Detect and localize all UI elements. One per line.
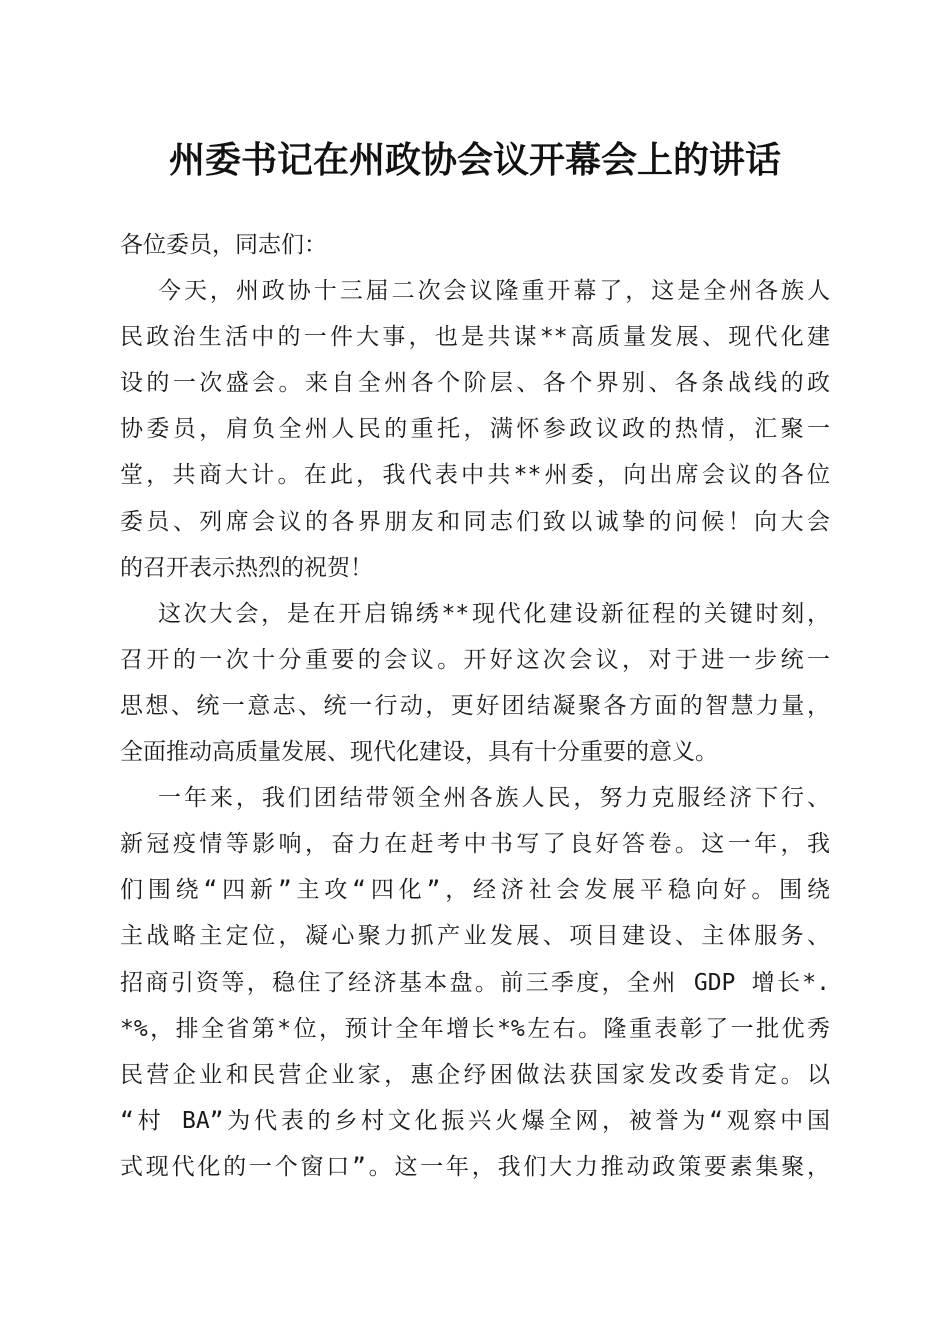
document-body [120, 222, 830, 1190]
paragraph-line: 新冠疫情等影响，奋力在赶考中书写了良好答卷。这一年，我 [120, 831, 830, 858]
paragraph-line: *%，排全省第*位，预计全年增长*%左右。隆重表彰了一批优秀 [120, 1015, 830, 1042]
paragraph-line: “村 BA”为代表的乡村文化振兴火爆全网，被誉为“观察中国 [120, 1107, 830, 1134]
paragraph-1 [120, 268, 830, 591]
paragraph-line: 民营企业和民营企业家，惠企纾困做法获国家发改委肯定。以 [120, 1061, 830, 1088]
salutation: 各位委员，同志们： [120, 232, 327, 258]
paragraph-line: 设的一次盛会。来自全州各个阶层、各个界别、各条战线的政 [120, 370, 830, 397]
paragraph-line: 堂，共商大计。在此，我代表中共**州委，向出席会议的各位 [120, 462, 830, 489]
paragraph-line: 招商引资等，稳住了经济基本盘。前三季度，全州 GDP 增长*. [120, 969, 830, 996]
paragraph-line: 思想、统一意志、统一行动，更好团结凝聚各方面的智慧力量， [120, 692, 830, 719]
paragraph-line: 召开的一次十分重要的会议。开好这次会议，对于进一步统一 [120, 646, 830, 673]
paragraph-line: 主战略主定位，凝心聚力抓产业发展、项目建设、主体服务、 [120, 923, 830, 950]
paragraph-line: 这次大会，是在开启锦绣**现代化建设新征程的关键时刻， [158, 600, 830, 627]
paragraph-line: 一年来，我们团结带领全州各族人民，努力克服经济下行、 [158, 785, 830, 812]
paragraph-line: 委员、列席会议的各界朋友和同志们致以诚挚的问候！向大会 [120, 508, 830, 535]
paragraph-line: 全面推动高质量发展、现代化建设，具有十分重要的意义。 [120, 739, 718, 766]
paragraph-3 [120, 775, 830, 1190]
paragraph-line: 今天，州政协十三届二次会议隆重开幕了，这是全州各族人 [158, 278, 830, 305]
paragraph-line: 协委员，肩负全州人民的重托，满怀参政议政的热情，汇聚一 [120, 416, 830, 443]
paragraph-line: 的召开表示热烈的祝贺！ [120, 554, 373, 581]
paragraph-line: 们围绕“四新”主攻“四化”，经济社会发展平稳向好。围绕 [120, 877, 830, 904]
paragraph-line: 式现代化的一个窗口”。这一年，我们大力推动政策要素集聚， [120, 1153, 830, 1180]
document-title: 州委书记在州政协会议开幕会上的讲话 [168, 139, 781, 181]
paragraph-line: 民政治生活中的一件大事，也是共谋**高质量发展、现代化建 [120, 324, 830, 351]
paragraph-2 [120, 591, 830, 775]
